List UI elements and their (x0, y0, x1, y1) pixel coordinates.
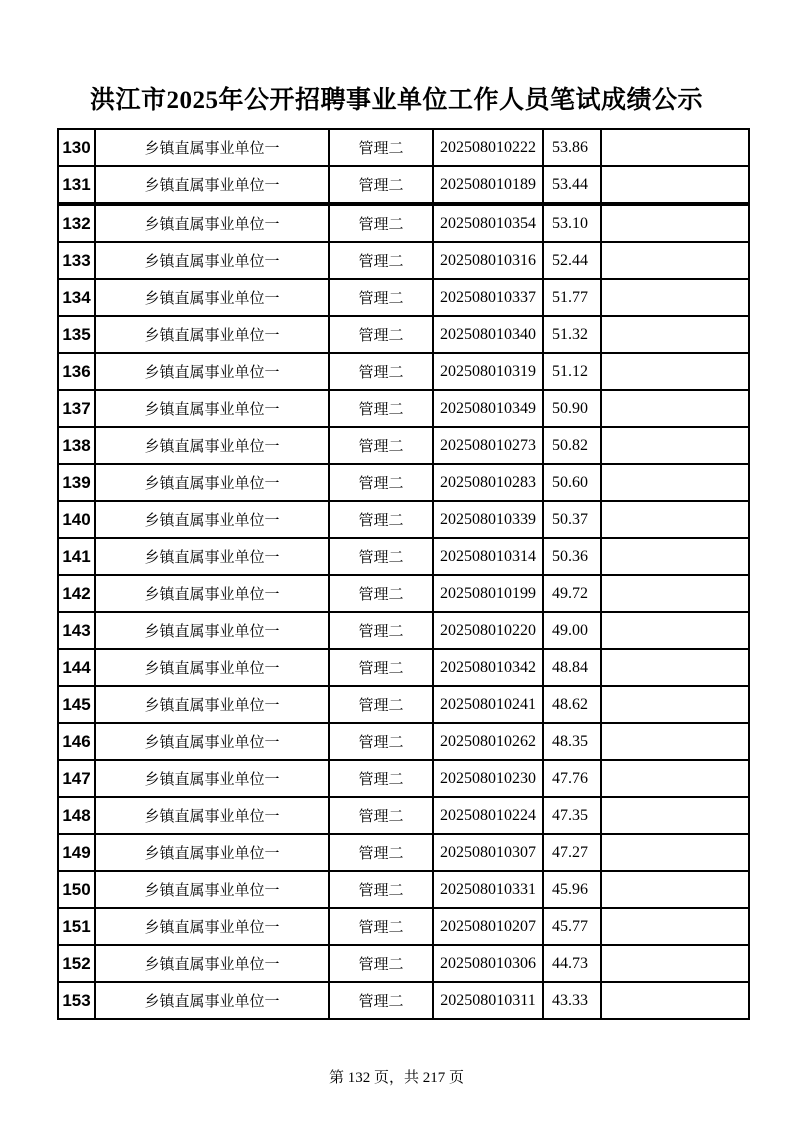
cell-score: 44.73 (543, 945, 601, 982)
cell-unit-name: 乡镇直属事业单位一 (95, 242, 329, 279)
cell-score: 51.32 (543, 316, 601, 353)
cell-row-number: 148 (58, 797, 95, 834)
cell-row-number: 151 (58, 908, 95, 945)
cell-row-number: 133 (58, 242, 95, 279)
cell-unit-name: 乡镇直属事业单位一 (95, 982, 329, 1019)
table-row (58, 797, 749, 834)
cell-score: 50.37 (543, 501, 601, 538)
cell-unit-name: 乡镇直属事业单位一 (95, 649, 329, 686)
table-row (58, 612, 749, 649)
cell-unit-name: 乡镇直属事业单位一 (95, 575, 329, 612)
cell-row-number: 141 (58, 538, 95, 575)
cell-unit-name: 乡镇直属事业单位一 (95, 908, 329, 945)
scores-table (57, 128, 750, 1020)
table-row (58, 166, 749, 204)
cell-unit-name: 乡镇直属事业单位一 (95, 834, 329, 871)
cell-remark-empty (601, 129, 749, 166)
cell-remark-empty (601, 166, 749, 204)
table-row (58, 242, 749, 279)
table-row (58, 575, 749, 612)
cell-exam-number: 202508010340 (433, 316, 543, 353)
cell-exam-number: 202508010199 (433, 575, 543, 612)
cell-remark-empty (601, 464, 749, 501)
table-row (58, 871, 749, 908)
cell-score: 47.76 (543, 760, 601, 797)
cell-exam-number: 202508010189 (433, 166, 543, 204)
cell-position: 管理二 (329, 797, 433, 834)
cell-score: 52.44 (543, 242, 601, 279)
cell-position: 管理二 (329, 279, 433, 316)
cell-remark-empty (601, 760, 749, 797)
cell-remark-empty (601, 316, 749, 353)
table-row (58, 316, 749, 353)
cell-row-number: 136 (58, 353, 95, 390)
cell-unit-name: 乡镇直属事业单位一 (95, 686, 329, 723)
cell-remark-empty (601, 686, 749, 723)
cell-position: 管理二 (329, 427, 433, 464)
cell-remark-empty (601, 390, 749, 427)
cell-score: 50.90 (543, 390, 601, 427)
cell-row-number: 146 (58, 723, 95, 760)
cell-score: 50.82 (543, 427, 601, 464)
cell-position: 管理二 (329, 686, 433, 723)
cell-row-number: 153 (58, 982, 95, 1019)
page-title: 洪江市2025年公开招聘事业单位工作人员笔试成绩公示 (89, 87, 703, 114)
cell-row-number: 145 (58, 686, 95, 723)
cell-score: 51.12 (543, 353, 601, 390)
table-row (58, 723, 749, 760)
cell-position: 管理二 (329, 353, 433, 390)
cell-exam-number: 202508010311 (433, 982, 543, 1019)
table-row (58, 760, 749, 797)
cell-position: 管理二 (329, 612, 433, 649)
cell-score: 45.96 (543, 871, 601, 908)
cell-score: 50.36 (543, 538, 601, 575)
cell-score: 47.35 (543, 797, 601, 834)
cell-unit-name: 乡镇直属事业单位一 (95, 760, 329, 797)
cell-exam-number: 202508010306 (433, 945, 543, 982)
table-row (58, 464, 749, 501)
scores-table-body (58, 129, 749, 1019)
cell-unit-name: 乡镇直属事业单位一 (95, 427, 329, 464)
cell-score: 48.62 (543, 686, 601, 723)
cell-row-number: 139 (58, 464, 95, 501)
cell-exam-number: 202508010220 (433, 612, 543, 649)
cell-position: 管理二 (329, 464, 433, 501)
cell-position: 管理二 (329, 316, 433, 353)
cell-row-number: 137 (58, 390, 95, 427)
cell-position: 管理二 (329, 945, 433, 982)
cell-remark-empty (601, 834, 749, 871)
table-row (58, 538, 749, 575)
cell-exam-number: 202508010314 (433, 538, 543, 575)
cell-exam-number: 202508010207 (433, 908, 543, 945)
cell-unit-name: 乡镇直属事业单位一 (95, 204, 329, 242)
cell-row-number: 138 (58, 427, 95, 464)
cell-position: 管理二 (329, 982, 433, 1019)
cell-row-number: 144 (58, 649, 95, 686)
table-row (58, 204, 749, 242)
cell-unit-name: 乡镇直属事业单位一 (95, 390, 329, 427)
cell-score: 48.84 (543, 649, 601, 686)
cell-exam-number: 202508010316 (433, 242, 543, 279)
cell-remark-empty (601, 612, 749, 649)
cell-remark-empty (601, 649, 749, 686)
cell-position: 管理二 (329, 871, 433, 908)
table-row (58, 427, 749, 464)
cell-exam-number: 202508010331 (433, 871, 543, 908)
cell-remark-empty (601, 242, 749, 279)
table-row (58, 501, 749, 538)
cell-exam-number: 202508010349 (433, 390, 543, 427)
cell-score: 50.60 (543, 464, 601, 501)
cell-remark-empty (601, 908, 749, 945)
cell-position: 管理二 (329, 501, 433, 538)
cell-row-number: 132 (58, 204, 95, 242)
cell-unit-name: 乡镇直属事业单位一 (95, 353, 329, 390)
cell-row-number: 150 (58, 871, 95, 908)
cell-unit-name: 乡镇直属事业单位一 (95, 279, 329, 316)
table-row (58, 982, 749, 1019)
cell-position: 管理二 (329, 649, 433, 686)
cell-remark-empty (601, 353, 749, 390)
cell-remark-empty (601, 982, 749, 1019)
table-row (58, 649, 749, 686)
cell-unit-name: 乡镇直属事业单位一 (95, 797, 329, 834)
cell-exam-number: 202508010339 (433, 501, 543, 538)
cell-exam-number: 202508010262 (433, 723, 543, 760)
cell-score: 53.10 (543, 204, 601, 242)
cell-unit-name: 乡镇直属事业单位一 (95, 723, 329, 760)
cell-unit-name: 乡镇直属事业单位一 (95, 316, 329, 353)
cell-exam-number: 202508010283 (433, 464, 543, 501)
table-row (58, 129, 749, 166)
cell-score: 53.86 (543, 129, 601, 166)
table-row (58, 686, 749, 723)
cell-position: 管理二 (329, 575, 433, 612)
cell-position: 管理二 (329, 129, 433, 166)
cell-unit-name: 乡镇直属事业单位一 (95, 129, 329, 166)
cell-unit-name: 乡镇直属事业单位一 (95, 464, 329, 501)
cell-position: 管理二 (329, 538, 433, 575)
cell-remark-empty (601, 501, 749, 538)
cell-unit-name: 乡镇直属事业单位一 (95, 945, 329, 982)
cell-row-number: 147 (58, 760, 95, 797)
cell-remark-empty (601, 538, 749, 575)
cell-exam-number: 202508010337 (433, 279, 543, 316)
cell-unit-name: 乡镇直属事业单位一 (95, 538, 329, 575)
cell-remark-empty (601, 204, 749, 242)
cell-remark-empty (601, 797, 749, 834)
table-row (58, 390, 749, 427)
cell-unit-name: 乡镇直属事业单位一 (95, 612, 329, 649)
cell-score: 47.27 (543, 834, 601, 871)
cell-remark-empty (601, 575, 749, 612)
cell-exam-number: 202508010307 (433, 834, 543, 871)
cell-unit-name: 乡镇直属事业单位一 (95, 501, 329, 538)
cell-exam-number: 202508010230 (433, 760, 543, 797)
cell-score: 45.77 (543, 908, 601, 945)
cell-position: 管理二 (329, 166, 433, 204)
cell-score: 49.00 (543, 612, 601, 649)
cell-score: 53.44 (543, 166, 601, 204)
cell-position: 管理二 (329, 834, 433, 871)
cell-exam-number: 202508010342 (433, 649, 543, 686)
cell-row-number: 143 (58, 612, 95, 649)
cell-row-number: 134 (58, 279, 95, 316)
cell-position: 管理二 (329, 390, 433, 427)
cell-exam-number: 202508010319 (433, 353, 543, 390)
cell-position: 管理二 (329, 760, 433, 797)
table-row (58, 353, 749, 390)
cell-score: 51.77 (543, 279, 601, 316)
cell-score: 48.35 (543, 723, 601, 760)
cell-remark-empty (601, 945, 749, 982)
cell-score: 49.72 (543, 575, 601, 612)
cell-position: 管理二 (329, 723, 433, 760)
cell-exam-number: 202508010222 (433, 129, 543, 166)
cell-remark-empty (601, 279, 749, 316)
cell-unit-name: 乡镇直属事业单位一 (95, 871, 329, 908)
cell-unit-name: 乡镇直属事业单位一 (95, 166, 329, 204)
table-row (58, 908, 749, 945)
cell-exam-number: 202508010224 (433, 797, 543, 834)
page-footer: 第 132 页，共 217 页 (328, 1070, 464, 1086)
cell-exam-number: 202508010354 (433, 204, 543, 242)
cell-exam-number: 202508010241 (433, 686, 543, 723)
cell-row-number: 130 (58, 129, 95, 166)
cell-row-number: 152 (58, 945, 95, 982)
table-row (58, 834, 749, 871)
cell-position: 管理二 (329, 242, 433, 279)
cell-row-number: 149 (58, 834, 95, 871)
cell-remark-empty (601, 871, 749, 908)
table-row (58, 279, 749, 316)
cell-score: 43.33 (543, 982, 601, 1019)
cell-row-number: 140 (58, 501, 95, 538)
cell-row-number: 135 (58, 316, 95, 353)
cell-position: 管理二 (329, 908, 433, 945)
cell-remark-empty (601, 427, 749, 464)
cell-row-number: 142 (58, 575, 95, 612)
cell-row-number: 131 (58, 166, 95, 204)
cell-position: 管理二 (329, 204, 433, 242)
cell-exam-number: 202508010273 (433, 427, 543, 464)
cell-remark-empty (601, 723, 749, 760)
table-row (58, 945, 749, 982)
